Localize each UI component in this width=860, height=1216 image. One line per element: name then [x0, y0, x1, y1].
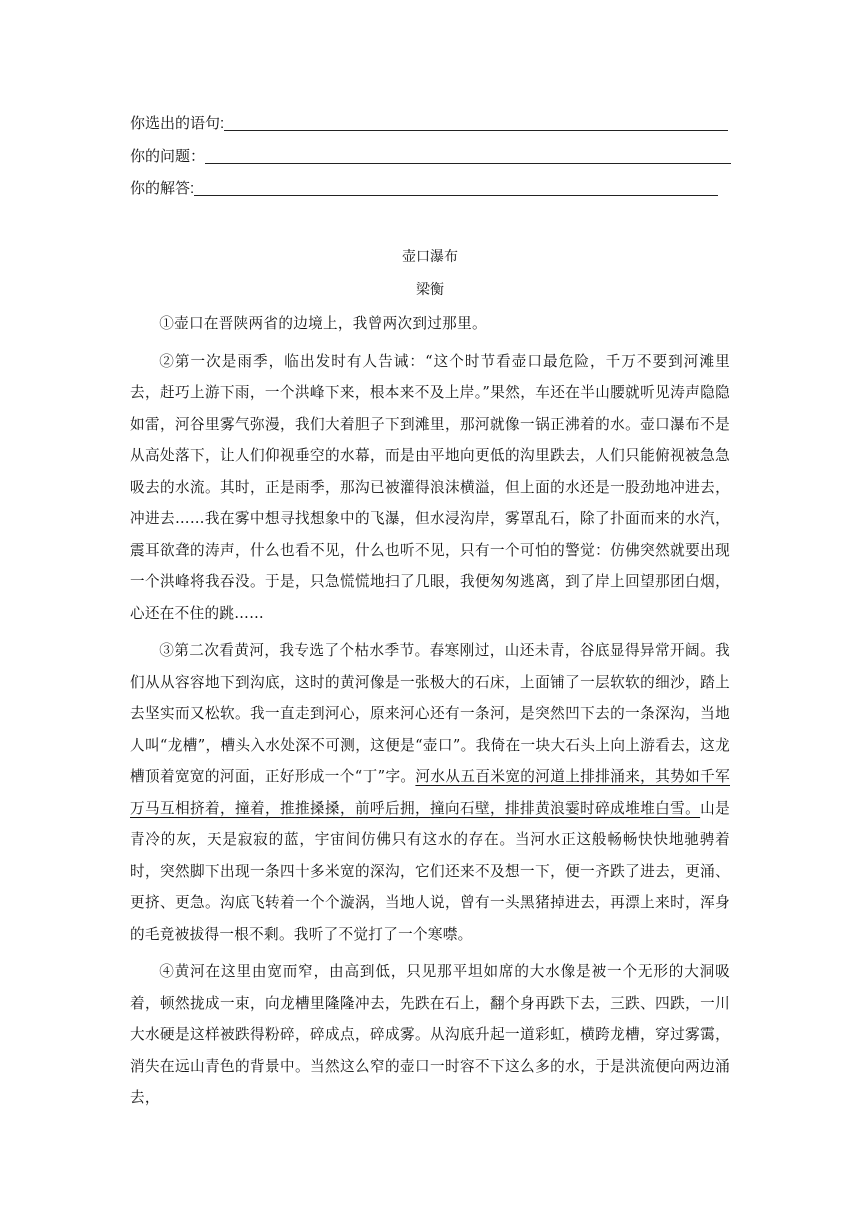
selected-sentence-label: 你选出的语句: [130, 115, 225, 132]
paragraph-4: ④黄河在这里由宽而窄，由高到低，只见那平坦如席的大水像是被一个无形的大洞吸着，顿然拢成一束，向龙槽里隆隆冲去，先跌在石上，翻个身再跌下去，三跌、四跌，一川大水硬是这样被跌得粉碎，碎成点，碎成雾。从沟底升起一道彩虹，横跨龙槽，穿过雾霭，消失在远山青色的背景中。当然这么窄的壶口一时容不下这么多的水，于是洪流便向两边涌去， [130, 963, 730, 1106]
underlined-sentence: 河水从五百米宽的河道上排排涌来，其势如千军万马互相挤着，撞着，推推搡搡，前呼后拥，撞向石壁，排排黄浪霎时碎成堆堆白雪。 [130, 768, 730, 817]
paragraph-3 [130, 635, 730, 950]
paragraph-1: ①壶口在晋陕两省的边境上，我曾两次到过那里。 [159, 315, 487, 332]
selected-sentence-line [130, 108, 728, 134]
question-line [130, 141, 731, 167]
paragraph-2: ②第一次是雨季，临出发时有人告诫：“这个时节看壶口最危险，千万不要到河滩里去，赶巧上游下雨，一个洪峰下来，根本来不及上岸。”果然，车还在半山腰就听见涛声隐隐如雷，河谷里雾气弥漫，我们大着胆子下到滩里，那河就像一锅正沸着的水。壶口瀑布不是从高处落下，让人们仰视垂空的水幕，而是由平地向更低的沟里跌去，人们只能俯视被急急吸去的水流。其时，正是雨季，那沟已被灌得浪沫横溢，但上面的水还是一股劲地冲进去，冲进去……我在雾中想寻找想象中的飞瀑，但水浸沟岸，雾罩乱石，除了扑面而来的水汽，震耳欲聋的涛声，什么也看不见，什么也听不见，只有一个可怕的警觉：仿佛突然就要出现一个洪峰将我吞没。于是，只急慌慌地扫了几眼，我便匆匆逃离，到了岸上回望那团白烟，心还在不住的跳…… [130, 352, 730, 622]
question-label: 你的问题： [130, 148, 206, 165]
paragraph-3-text-after: 山是青冷的灰，天是寂寂的蓝，宇宙间仿佛只有这水的存在。当河水正这般畅畅快快地驰骋着时，突然脚下出现一条四十多米宽的深沟，它们还来不及想一下，便一齐跌了进去，更涌、更挤、更急。沟底飞转着一个个漩涡，当地人说，曾有一头黑猪掉进去，再漂上来时，浑身的毛竟被拔得一根不剩。我听了不觉打了一个寒噤。 [130, 799, 730, 943]
selected-sentence-blank[interactable] [224, 112, 728, 131]
article-body [130, 308, 730, 1120]
article-title: 壶口瀑布 [402, 249, 458, 265]
answer-blank[interactable] [194, 177, 718, 196]
answer-line [130, 173, 718, 199]
paragraph-3-text-before: ③第二次看黄河，我专选了个枯水季节。春寒刚过，山还未青，谷底显得异常开阔。我们从从容容地下到沟底，这时的黄河像是一张极大的石床，上面铺了一层软软的细沙，踏上去坚实而又松软。我一直走到河心，原来河心还有一条河，是突然凹下去的一条深沟，当地人叫“龙槽”，槽头入水处深不可测，这便是“壶口”。我倚在一块大石头上向上游看去，这龙槽顶着宽宽的河面，正好形成一个“丁”字。 [130, 642, 730, 785]
answer-label: 你的解答: [130, 180, 195, 197]
question-blank[interactable] [205, 145, 731, 164]
article-author: 梁衡 [416, 282, 444, 298]
